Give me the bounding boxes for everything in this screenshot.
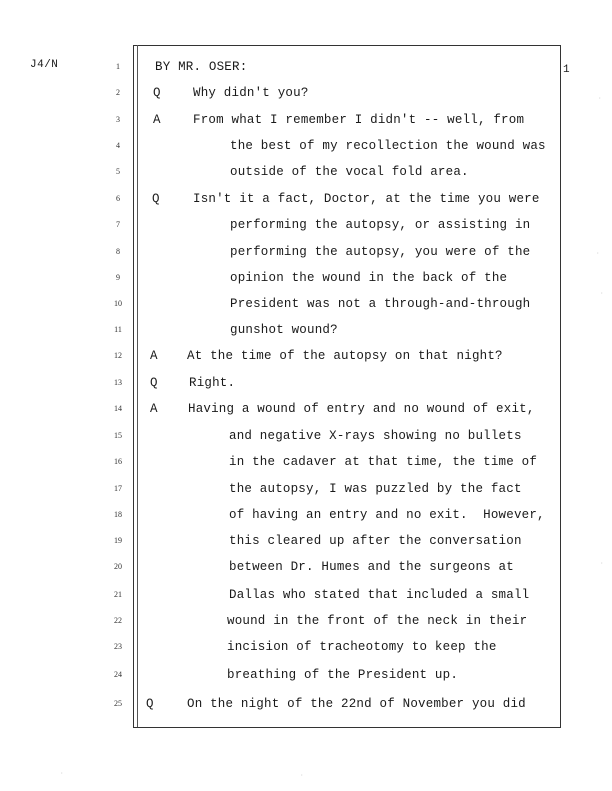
line-number: 6 — [116, 194, 120, 203]
line-number: 20 — [114, 562, 122, 571]
transcript-line — [0, 165, 612, 187]
line-text: and negative X-rays showing no bullets — [229, 429, 522, 443]
line-text: performing the autopsy, you were of the — [230, 245, 531, 259]
line-text: gunshot wound? — [230, 323, 338, 337]
transcript-line — [0, 588, 612, 610]
scan-speck: · — [60, 770, 64, 777]
transcript-line — [0, 349, 612, 371]
line-text: the best of my recollection the wound was — [230, 139, 546, 153]
line-text: this cleared up after the conversation — [229, 534, 522, 548]
speaker-label: A — [153, 113, 161, 127]
line-number: 10 — [114, 299, 122, 308]
transcript-line — [0, 323, 612, 345]
line-number: 22 — [114, 616, 122, 625]
scan-speck: · — [598, 95, 602, 102]
scan-speck: · — [300, 772, 304, 779]
transcript-line — [0, 113, 612, 135]
line-number: 13 — [114, 378, 122, 387]
page-number: 1 — [563, 64, 570, 76]
transcript-line — [0, 271, 612, 293]
line-number: 14 — [114, 404, 122, 413]
line-number: 21 — [114, 590, 122, 599]
line-number: 7 — [116, 220, 120, 229]
line-text: BY MR. OSER: — [155, 60, 248, 74]
line-number: 25 — [114, 699, 122, 708]
transcript-line — [0, 60, 612, 82]
line-text: the autopsy, I was puzzled by the fact — [229, 482, 522, 496]
line-number: 19 — [114, 536, 122, 545]
line-text: in the cadaver at that time, the time of — [229, 455, 538, 469]
scan-speck: · — [596, 250, 600, 257]
line-text: Dallas who stated that included a small — [229, 588, 530, 602]
transcript-line — [0, 697, 612, 719]
speaker-label: Q — [153, 86, 161, 100]
scan-speck: · — [600, 560, 604, 567]
line-text: President was not a through-and-through — [230, 297, 531, 311]
transcript-line — [0, 297, 612, 319]
speaker-label: A — [150, 349, 158, 363]
line-text: of having an entry and no exit. However, — [229, 508, 545, 522]
transcript-line — [0, 668, 612, 690]
transcript-line — [0, 402, 612, 424]
line-number: 12 — [114, 351, 122, 360]
line-number: 8 — [116, 247, 120, 256]
line-number: 17 — [114, 484, 122, 493]
line-text: between Dr. Humes and the surgeons at — [229, 560, 514, 574]
line-text: performing the autopsy, or assisting in — [230, 218, 531, 232]
line-text: At the time of the autopsy on that night? — [187, 349, 503, 363]
line-number: 23 — [114, 642, 122, 651]
transcript-line — [0, 86, 612, 108]
transcript-line — [0, 218, 612, 240]
line-number: 24 — [114, 670, 122, 679]
speaker-label: A — [150, 402, 158, 416]
line-text: wound in the front of the neck in their — [227, 614, 528, 628]
line-text: Isn't it a fact, Doctor, at the time you were — [193, 192, 540, 206]
line-number: 18 — [114, 510, 122, 519]
transcript-line — [0, 508, 612, 530]
line-number: 15 — [114, 431, 122, 440]
line-text: Right. — [189, 376, 236, 390]
line-text: incision of tracheotomy to keep the — [227, 640, 497, 654]
line-number: 16 — [114, 457, 122, 466]
transcript-line — [0, 139, 612, 161]
transcript-line — [0, 640, 612, 662]
speaker-label: Q — [146, 697, 154, 711]
line-text: On the night of the 22nd of November you did — [187, 697, 526, 711]
line-text: Why didn't you? — [193, 86, 309, 100]
line-text: Having a wound of entry and no wound of exit, — [188, 402, 535, 416]
line-text: From what I remember I didn't -- well, from — [193, 113, 525, 127]
frame-top-rule — [133, 45, 561, 46]
line-number: 11 — [114, 325, 122, 334]
transcript-line — [0, 429, 612, 451]
frame-bottom-rule — [133, 727, 561, 728]
page-id: J4/N — [30, 59, 59, 71]
line-number: 9 — [116, 273, 120, 282]
line-number: 2 — [116, 88, 120, 97]
transcript-line — [0, 534, 612, 556]
line-number: 4 — [116, 141, 120, 150]
line-number: 1 — [116, 62, 120, 71]
speaker-label: Q — [150, 376, 158, 390]
transcript-line — [0, 455, 612, 477]
transcript-line — [0, 192, 612, 214]
transcript-line — [0, 376, 612, 398]
line-text: breathing of the President up. — [227, 668, 459, 682]
transcript-line — [0, 560, 612, 582]
transcript-line — [0, 482, 612, 504]
line-number: 5 — [116, 167, 120, 176]
line-text: outside of the vocal fold area. — [230, 165, 469, 179]
line-text: opinion the wound in the back of the — [230, 271, 508, 285]
line-number: 3 — [116, 115, 120, 124]
speaker-label: Q — [152, 192, 160, 206]
transcript-line — [0, 614, 612, 636]
scan-speck: · — [600, 290, 604, 297]
transcript-line — [0, 245, 612, 267]
